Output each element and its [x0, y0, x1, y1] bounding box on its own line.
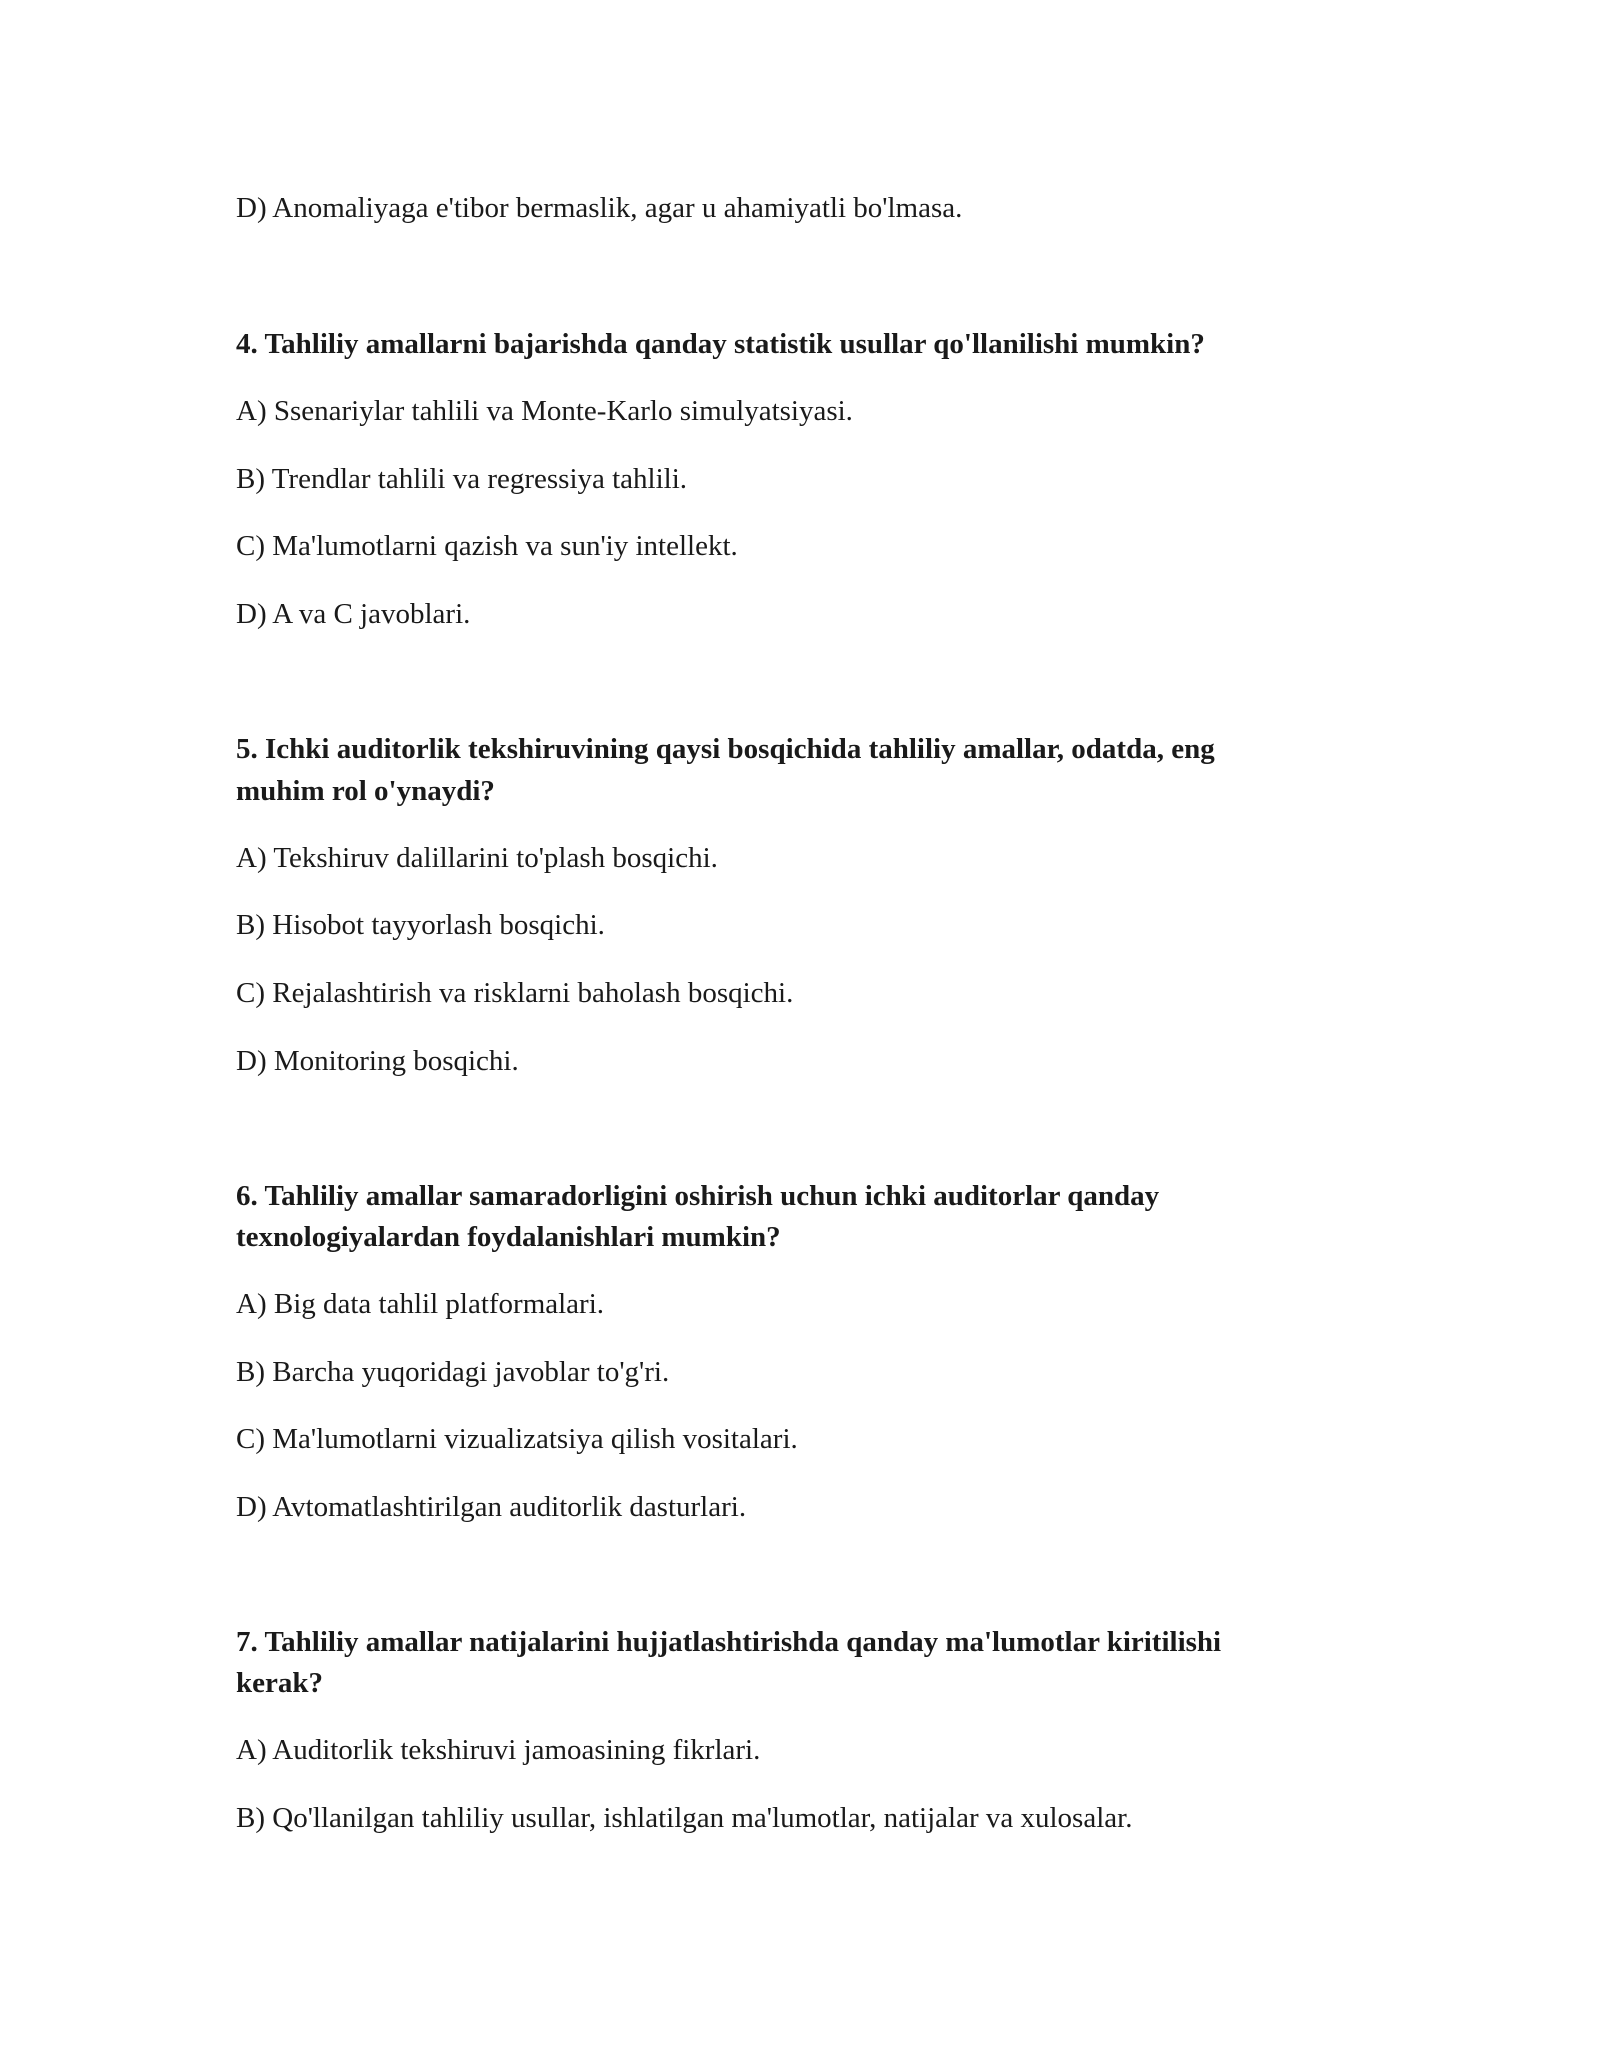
option-6-a: A) Big data tahlil platformalari. [236, 1288, 605, 1320]
question-6-line-2: texnologiyalardan foydalanishlari mumkin? [236, 1221, 781, 1253]
option-3-d: D) Anomaliyaga e'tibor bermaslik, agar u ahamiyatli bo'lmasa. [236, 192, 963, 224]
option-4-b: B) Trendlar tahlili va regressiya tahlili. [236, 463, 688, 495]
option-6-c: C) Ma'lumotlarni vizualizatsiya qilish vositalari. [236, 1423, 798, 1455]
question-6-line-1: 6. Tahliliy amallar samaradorligini oshirish uchun ichki auditorlar qanday [236, 1180, 1160, 1212]
question-7-line-1: 7. Tahliliy amallar natijalarini hujjatlashtirishda qanday ma'lumotlar kiritilishi [236, 1626, 1222, 1658]
question-5-line-1: 5. Ichki auditorlik tekshiruvining qaysi bosqichida tahliliy amallar, odatda, eng [236, 733, 1215, 765]
option-5-b: B) Hisobot tayyorlash bosqichi. [236, 909, 605, 941]
question-7-line-2: kerak? [236, 1667, 323, 1699]
option-6-d: D) Avtomatlashtirilgan auditorlik dasturlari. [236, 1491, 747, 1523]
option-5-d: D) Monitoring bosqichi. [236, 1045, 519, 1077]
option-6-b: B) Barcha yuqoridagi javoblar to'g'ri. [236, 1356, 670, 1388]
option-5-c: C) Rejalashtirish va risklarni baholash bosqichi. [236, 977, 794, 1009]
question-5-line-2: muhim rol o'ynaydi? [236, 775, 495, 807]
option-4-d: D) A va C javoblari. [236, 598, 471, 630]
option-5-a: A) Tekshiruv dalillarini to'plash bosqichi. [236, 842, 718, 874]
option-4-c: C) Ma'lumotlarni qazish va sun'iy intellekt. [236, 530, 738, 562]
question-4: 4. Tahliliy amallarni bajarishda qanday statistik usullar qo'llanilishi mumkin? [236, 328, 1205, 360]
option-7-a: A) Auditorlik tekshiruvi jamoasining fikrlari. [236, 1734, 761, 1766]
option-7-b: B) Qo'llanilgan tahliliy usullar, ishlatilgan ma'lumotlar, natijalar va xulosalar. [236, 1802, 1133, 1834]
option-4-a: A) Ssenariylar tahlili va Monte-Karlo simulyatsiyasi. [236, 395, 853, 427]
